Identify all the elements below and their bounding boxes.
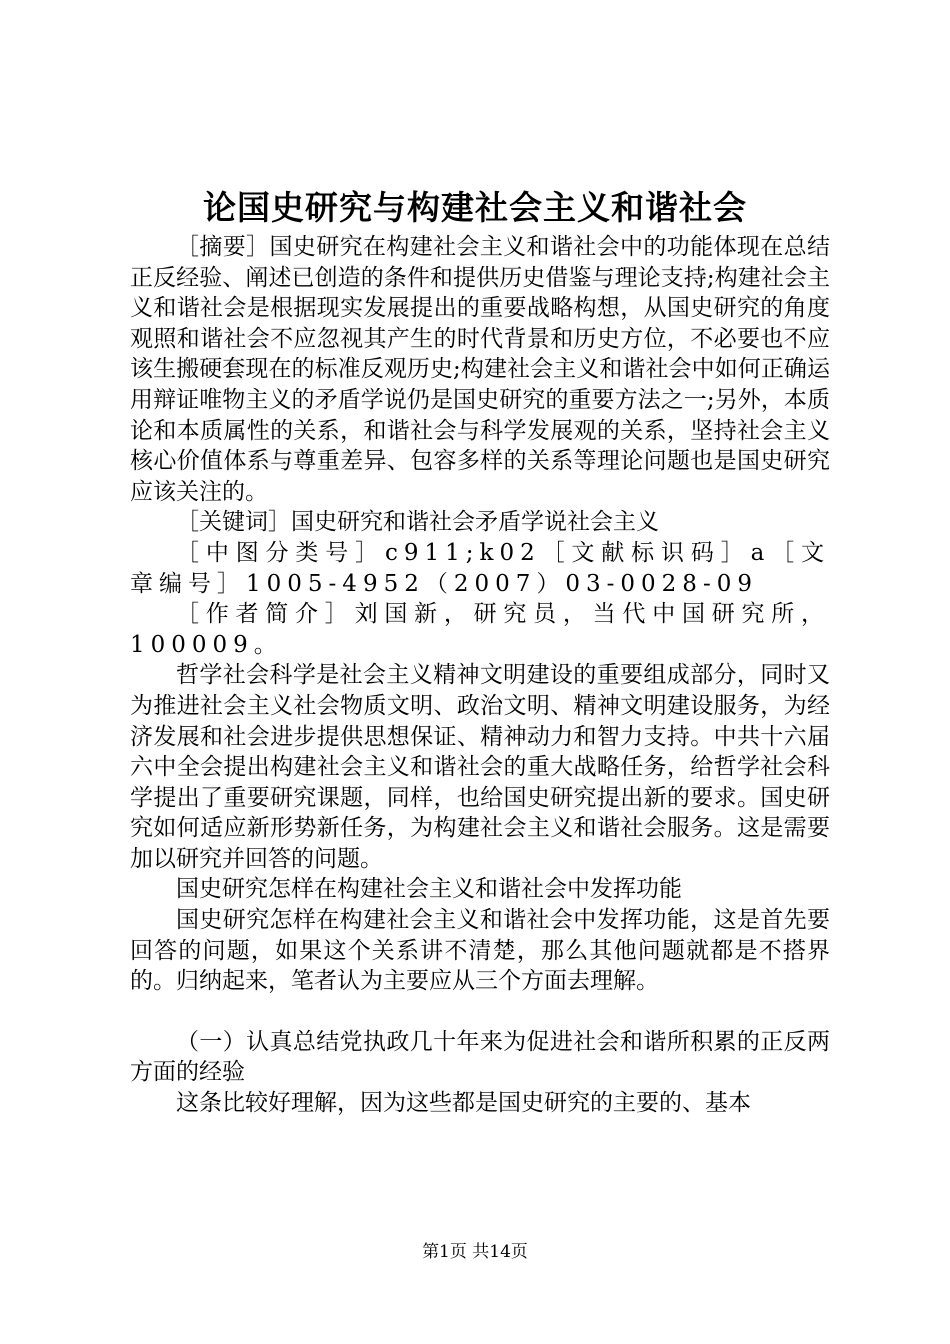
classification-paragraph: ［中图分类号］c911;k02［文献标识码］a［文章编号］1005-4952（2007）03-0028-09 <box>130 539 830 597</box>
subsection-heading: （一）认真总结党执政几十年来为促进社会和谐所积累的正反两方面的经验 <box>130 1028 830 1086</box>
page-number: 第1页 共14页 <box>422 1242 528 1262</box>
author-paragraph: ［作者简介］刘国新，研究员，当代中国研究所，100009。 <box>130 601 830 658</box>
section-heading: 国史研究怎样在构建社会主义和谐社会中发挥功能 <box>176 876 682 903</box>
body-paragraph: 哲学社会科学是社会主义精神文明建设的重要组成部分，同时又为推进社会主义社会物质文明、政治文明、精神文明建设服务，为经济发展和社会进步提供思想保证、精神动力和智力支持。中共十六届六中全会提出构建社会主义和谐社会的重大战略任务，给哲学社会科学提出了重要研究课题，同样，也给国史研究提出新的要求。国史研究如何适应新形势新任务，为构建社会主义和谐社会服务。这是需要加以研究并回答的问题。 <box>130 662 830 872</box>
document-body <box>130 232 830 1119</box>
document-title: 论国史研究与构建社会主义和谐社会 <box>203 188 747 227</box>
body-paragraph: 这条比较好理解，因为这些都是国史研究的主要的、基本 <box>176 1090 751 1117</box>
body-paragraph: 国史研究怎样在构建社会主义和谐社会中发挥功能，这是首先要回答的问题，如果这个关系讲不清楚，那么其他问题就都是不搭界的。归纳起来，笔者认为主要应从三个方面去理解。 <box>130 907 830 995</box>
abstract-paragraph: ［摘要］国史研究在构建社会主义和谐社会中的功能体现在总结正反经验、阐述已创造的条件和提供历史借鉴与理论支持;构建社会主义和谐社会是根据现实发展提出的重要战略构想，从国史研究的角度观照和谐社会不应忽视其产生的时代背景和历史方位，不必要也不应该生搬硬套现在的标准反观历史;构建社会主义和谐社会中如何正确运用辩证唯物主义的矛盾学说仍是国史研究的重要方法之一;另外，本质论和本质属性的关系，和谐社会与科学发展观的关系，坚持社会主义核心价值体系与尊重差异、包容多样的关系等理论问题也是国史研究应该关注的。 <box>130 234 830 505</box>
keywords-paragraph: ［关键词］国史研究和谐社会矛盾学说社会主义 <box>176 509 659 536</box>
page-footer <box>0 1240 950 1264</box>
